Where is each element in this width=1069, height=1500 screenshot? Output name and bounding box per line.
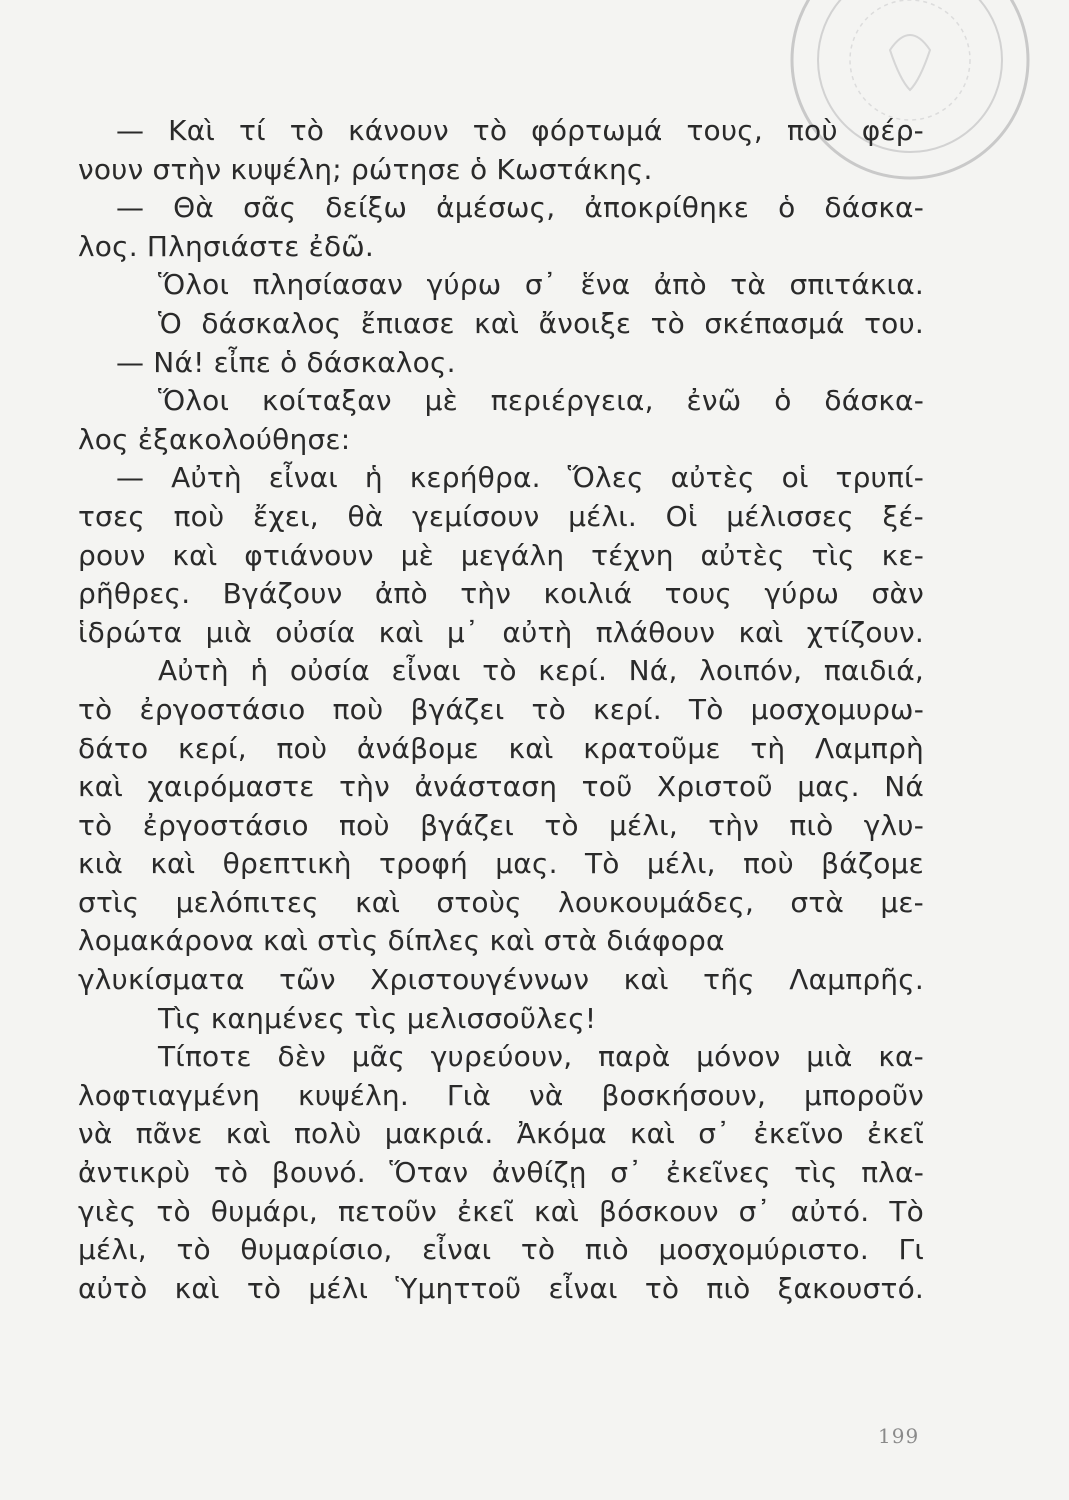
text-line: γλυκίσματα τῶν Χριστουγέννων καὶ τῆς Λαμπρῆς. [78,963,924,997]
text-line: τσες ποὺ ἔχει, θὰ γεμίσουν μέλι. Οἱ μέλισσες ξέ- [78,499,924,533]
text-line: γιὲς τὸ θυμάρι, πετοῦν ἐκεῖ καὶ βόσκουν σ᾿ αὐτό. Τὸ [78,1194,924,1228]
text-line: ἀντικρὺ τὸ βουνό. Ὅταν ἀνθίζῃ σ᾿ ἐκεῖνες τὶς πλα- [78,1156,924,1190]
text-line: Αὐτὴ ἡ οὐσία εἶναι τὸ κερί. Νά, λοιπόν, παιδιά, [158,654,924,688]
text-line: λοφτιαγμένη κυψέλη. Γιὰ νὰ βοσκήσουν, μποροῦν [78,1078,924,1112]
text-line: λομακάρονα καὶ στὶς δίπλες καὶ στὰ διάφορα [78,924,725,958]
text-line: ἱδρώτα μιὰ οὐσία καὶ μ᾿ αὐτὴ πλάθουν καὶ χτίζουν. [78,615,924,649]
text-line: Τίποτε δὲν μᾶς γυρεύουν, παρὰ μόνον μιὰ κα- [158,1040,924,1074]
text-line: ρουν καὶ φτιάνουν μὲ μεγάλη τέχνη αὐτὲς τὶς κε- [78,538,924,572]
page-number: 199 [878,1424,920,1448]
text-line: στὶς μελόπιτες καὶ στοὺς λουκουμάδες, στὰ με- [78,885,924,919]
text-line: καὶ χαιρόμαστε τὴν ἀνάσταση τοῦ Χριστοῦ μας. Νά [78,770,924,804]
text-line: Τὶς καημένες τὶς μελισσοῦλες! [158,1001,597,1035]
text-line: — Θὰ σᾶς δείξω ἀμέσως, ἀποκρίθηκε ὁ δάσκα- [116,191,924,225]
text-line: νὰ πᾶνε καὶ πολὺ μακριά. Ἀκόμα καὶ σ᾿ ἐκεῖνο ἐκεῖ [78,1117,924,1151]
text-line: — Νά! εἶπε ὁ δάσκαλος. [116,345,456,379]
text-line: αὐτὸ καὶ τὸ μέλι Ὑμηττοῦ εἶναι τὸ πιὸ ξακουστό. [78,1271,924,1305]
text-line: ρῆθρες. Βγάζουν ἀπὸ τὴν κοιλιά τους γύρω σὰν [78,577,924,611]
text-line: τὸ ἐργοστάσιο ποὺ βγάζει τὸ μέλι, τὴν πιὸ γλυ- [78,808,924,842]
text-line: τὸ ἐργοστάσιο ποὺ βγάζει τὸ κερί. Τὸ μοσχομυρω- [78,692,924,726]
text-line: — Αὐτὴ εἶναι ἡ κερήθρα. Ὅλες αὐτὲς οἱ τρυπί- [116,461,924,495]
text-line: λος. Πλησιάστε ἐδῶ. [78,229,375,263]
text-line: νουν στὴν κυψέλη; ρώτησε ὁ Κωστάκης. [78,152,653,186]
text-line: Ὅλοι πλησίασαν γύρω σ᾿ ἕνα ἀπὸ τὰ σπιτάκια. [158,268,924,302]
text-line: δάτο κερί, ποὺ ἀνάβομε καὶ κρατοῦμε τὴ Λαμπρὴ [78,731,924,765]
text-line: — Καὶ τί τὸ κάνουν τὸ φόρτωμά τους, ποὺ φέρ- [116,114,924,147]
text-line: Ὅλοι κοίταξαν μὲ περιέργεια, ἐνῶ ὁ δάσκα- [158,384,924,418]
text-line: λος ἐξακολούθησε: [78,422,351,456]
page-text [78,112,924,1308]
text-line: Ὁ δάσκαλος ἔπιασε καὶ ἄνοιξε τὸ σκέπασμά του. [158,306,924,340]
text-line: μέλι, τὸ θυμαρίσιο, εἶναι τὸ πιὸ μοσχομύριστο. Γι [78,1233,924,1267]
text-line: κιὰ καὶ θρεπτικὴ τροφή μας. Τὸ μέλι, ποὺ βάζομε [78,847,924,881]
